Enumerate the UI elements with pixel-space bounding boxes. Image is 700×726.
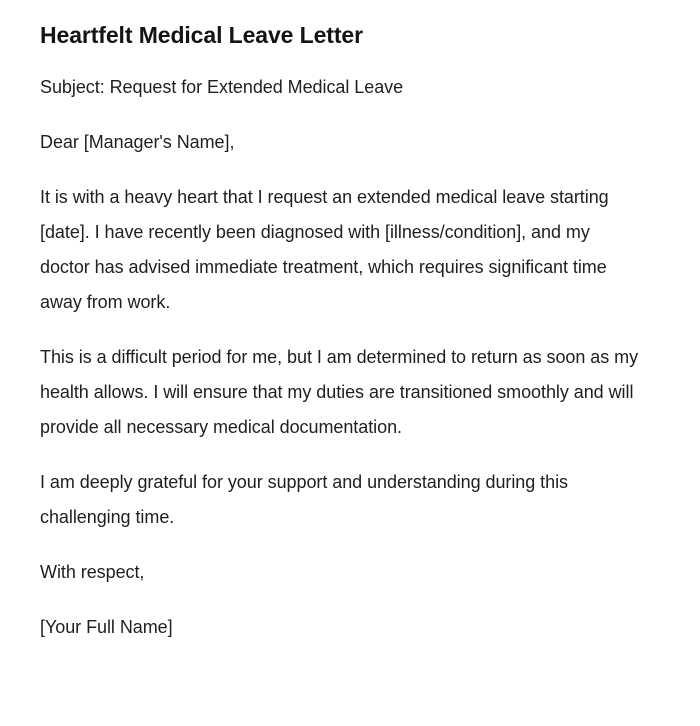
subject-line: Subject: Request for Extended Medical Leave [40, 77, 404, 97]
body-paragraph-1: It is with a heavy heart that I request an extended medical leave starting [date]. I have recently been diagnosed with [illness/condition], and my doctor has advised immediate treatment, which requires significant time away from work. [40, 187, 609, 312]
signature-name: [Your Full Name] [40, 617, 173, 637]
closing-salutation: With respect, [40, 562, 145, 582]
page-title: Heartfelt Medical Leave Letter [40, 22, 363, 48]
body-paragraph-2: This is a difficult period for me, but I am determined to return as soon as my health allows. I will ensure that my duties are transitioned smoothly and will provide all necessary medical documentation. [40, 347, 639, 437]
body-paragraph-3: I am deeply grateful for your support and understanding during this challenging time. [40, 472, 568, 527]
salutation: Dear [Manager's Name], [40, 132, 235, 152]
